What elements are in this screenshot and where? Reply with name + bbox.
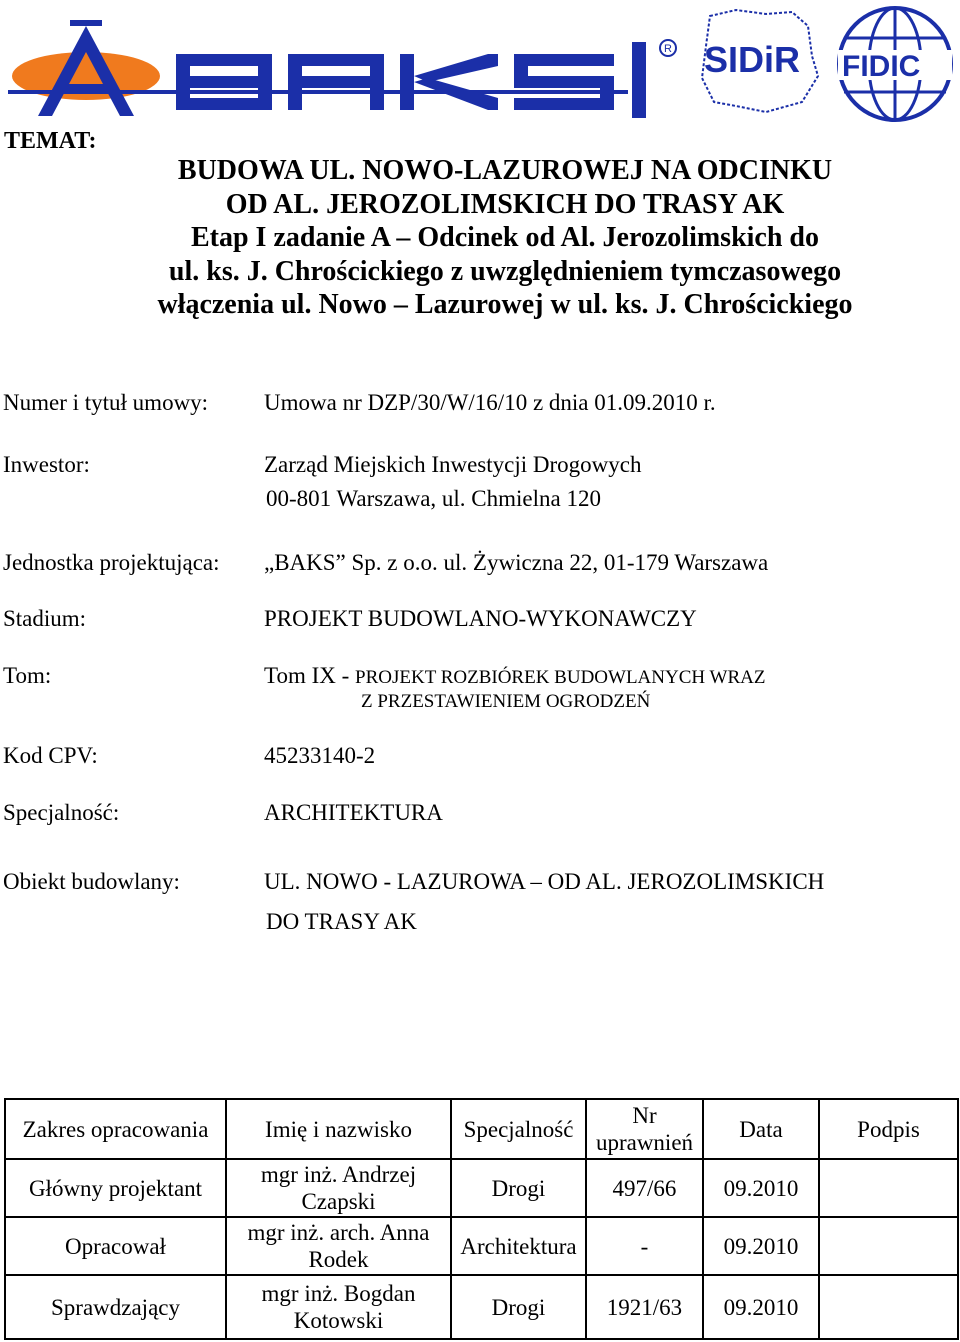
volume-title: PROJEKT ROZBIÓREK BUDOWLANYCH WRAZ: [355, 667, 766, 688]
volume-title-continued: Z PRZESTAWIENIEM OGRODZEŃ: [361, 691, 651, 712]
row-license: 1921/63: [586, 1275, 703, 1339]
contract-label: Numer i tytuł umowy:: [3, 390, 209, 415]
row-date: 09.2010: [703, 1217, 819, 1275]
title-line: włączenia ul. Nowo – Lazurowej w ul. ks. J. Chrościckiego: [157, 289, 853, 320]
fidic-logo: [834, 4, 956, 124]
header-date: Data: [703, 1099, 819, 1159]
header-name: Imię i nazwisko: [226, 1099, 451, 1159]
table-row: [5, 1159, 958, 1217]
contract-value: Umowa nr DZP/30/W/16/10 z dnia 01.09.2010 r.: [264, 390, 716, 415]
header-license-line: Nr: [632, 1103, 657, 1128]
subject-label: TEMAT:: [4, 128, 97, 154]
sidir-logo-text: SIDiR: [704, 39, 801, 80]
header-license-line: uprawnień: [595, 1130, 694, 1155]
row-signature: [819, 1275, 958, 1339]
row-specialty: Drogi: [451, 1275, 586, 1339]
row-name: [226, 1217, 451, 1275]
specialty-value: ARCHITEKTURA: [264, 800, 443, 825]
object-value: UL. NOWO - LAZUROWA – OD AL. JEROZOLIMSKICH: [264, 869, 825, 894]
header-license: [586, 1099, 703, 1159]
stage-value: PROJEKT BUDOWLANO-WYKONAWCZY: [264, 606, 697, 631]
title-line: ul. ks. J. Chrościckiego z uwzględnieniem tymczasowego: [168, 255, 842, 287]
document-title: [120, 154, 890, 322]
cpv-value: 45233140-2: [264, 743, 376, 768]
row-license: 497/66: [586, 1159, 703, 1217]
svg-text:R: R: [664, 43, 672, 55]
row-name-line: mgr inż. Andrzej: [260, 1162, 417, 1187]
row-scope: Opracował: [5, 1217, 226, 1275]
signature-table: [4, 1098, 959, 1340]
title-line: BUDOWA UL. NOWO-LAZUROWEJ NA ODCINKU: [177, 155, 833, 186]
design-unit-value: „BAKS” Sp. z o.o. ul. Żywiczna 22, 01-179 Warszawa: [264, 550, 769, 575]
header-specialty: Specjalność: [451, 1099, 586, 1159]
row-specialty: Architektura: [451, 1217, 586, 1275]
table-row: [5, 1217, 958, 1275]
row-signature: [819, 1217, 958, 1275]
row-signature: [819, 1159, 958, 1217]
row-specialty: Drogi: [451, 1159, 586, 1217]
row-license: -: [586, 1217, 703, 1275]
row-name-line: mgr inż. Bogdan: [261, 1281, 416, 1306]
volume-prefix: Tom IX -: [264, 663, 356, 688]
baks-logo: [8, 18, 688, 118]
row-name: [226, 1275, 451, 1339]
table-header-row: [5, 1099, 958, 1159]
investor-name: Zarząd Miejskich Inwestycji Drogowych: [264, 452, 642, 477]
stage-label: Stadium:: [3, 606, 87, 631]
sidir-logo: [696, 6, 822, 118]
header-signature: Podpis: [819, 1099, 958, 1159]
row-date: 09.2010: [703, 1275, 819, 1339]
investor-address: 00-801 Warszawa, ul. Chmielna 120: [266, 486, 601, 511]
row-name-line: Czapski: [301, 1189, 376, 1214]
header-scope: Zakres opracowania: [5, 1099, 226, 1159]
design-unit-label: Jednostka projektująca:: [3, 550, 220, 575]
volume-label: Tom:: [3, 663, 52, 688]
object-label: Obiekt budowlany:: [3, 869, 180, 894]
row-name-line: Kotowski: [293, 1308, 384, 1333]
row-date: 09.2010: [703, 1159, 819, 1217]
cpv-label: Kod CPV:: [3, 743, 98, 768]
volume-value: [264, 663, 765, 689]
row-name-line: Rodek: [308, 1247, 369, 1272]
row-name: [226, 1159, 451, 1217]
table-row: [5, 1275, 958, 1339]
object-value-continued: DO TRASY AK: [266, 909, 417, 934]
specialty-label: Specjalność:: [3, 800, 120, 825]
row-scope: Sprawdzający: [5, 1275, 226, 1339]
row-scope: Główny projektant: [5, 1159, 226, 1217]
fidic-logo-text: FIDIC: [842, 50, 921, 83]
row-name-line: mgr inż. arch. Anna: [247, 1220, 430, 1245]
investor-label: Inwestor:: [3, 452, 90, 477]
title-line: OD AL. JEROZOLIMSKICH DO TRASY AK: [225, 188, 785, 220]
title-line: Etap I zadanie A – Odcinek od Al. Jerozolimskich do: [190, 222, 820, 253]
